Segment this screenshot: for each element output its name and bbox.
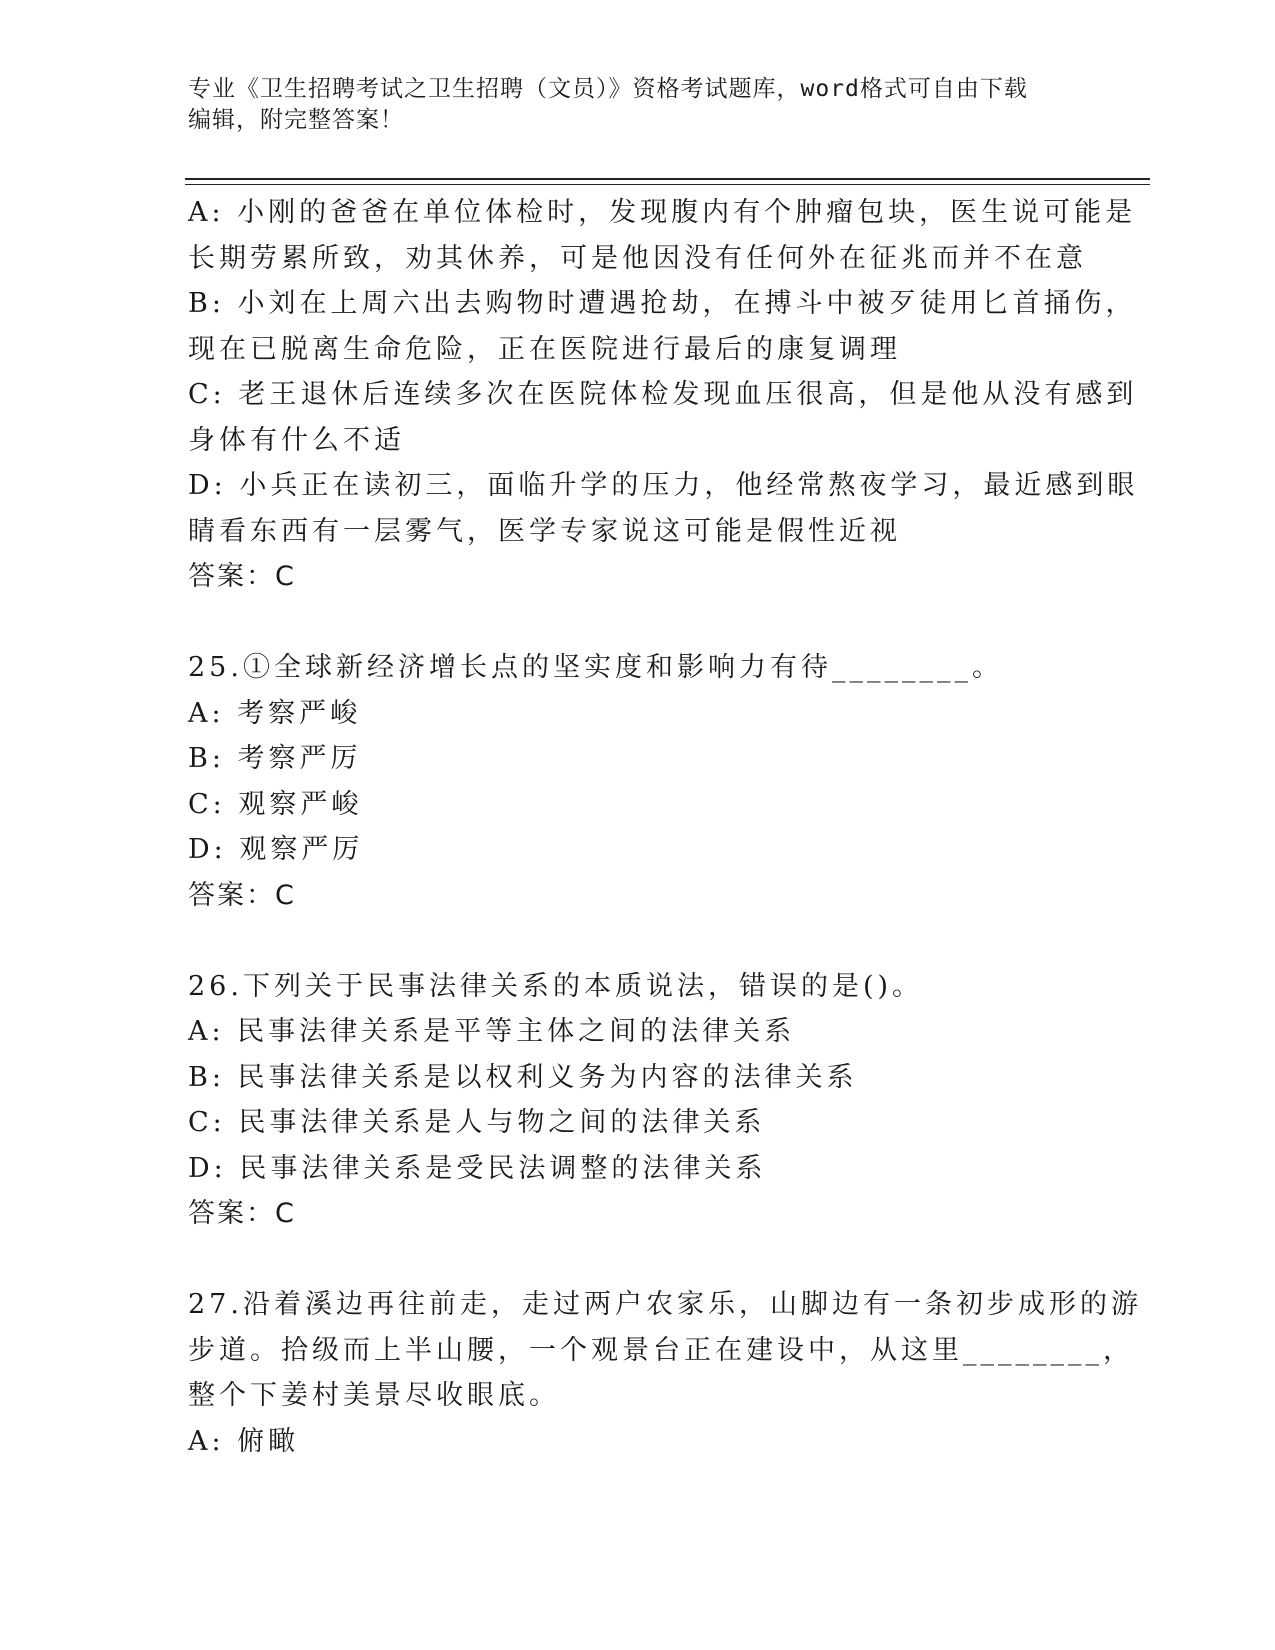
option-c: C: 观察严峻	[188, 788, 363, 820]
spacer	[188, 918, 1088, 964]
option-a: A: 民事法律关系是平等主体之间的法律关系	[188, 1016, 796, 1047]
option-d-line-1: D: 小兵正在读初三，面临升学的压力，他经常熬夜学习，最近感到眼	[188, 470, 1139, 501]
option-d-line-2: 睛看东西有一层雾气，医学专家说这可能是假性近视	[188, 515, 901, 547]
option-c-line-1: C: 老王退休后连续多次在医院体检发现血压很高，但是他从没有感到	[188, 379, 1138, 410]
spacer	[188, 600, 1088, 646]
question-text: 26.下列关于民事法律关系的本质说法，错误的是()。	[188, 970, 924, 1002]
option-b-line-2: 现在已脱离生命危险，正在医院进行最后的康复调理	[188, 333, 901, 365]
answer: 答案：C	[188, 1198, 296, 1229]
option-b: B: 考察严厉	[188, 743, 362, 774]
option-c-line-2: 身体有什么不适	[188, 424, 405, 456]
header-divider-thin	[185, 184, 1150, 185]
option-d: D: 民事法律关系是受民法调整的法律关系	[188, 1152, 767, 1184]
header-title-line-2: 编辑，附完整答案！	[188, 107, 404, 133]
header-title-line-1: 专业《卫生招聘考试之卫生招聘（文员）》资格考试题库，word格式可自由下载	[188, 76, 1028, 102]
option-b-line-1: B: 小刘在上周六出去购物时遭遇抢劫，在搏斗中被歹徒用匕首捅伤，	[188, 288, 1137, 319]
option-a-line-1: A: 小刚的爸爸在单位体检时，发现腹内有个肿瘤包块，医生说可能是	[188, 197, 1137, 228]
option-b: B: 民事法律关系是以权利义务为内容的法律关系	[188, 1061, 858, 1093]
option-d: D: 观察严厉	[188, 834, 364, 865]
option-a-line-2: 长期劳累所致，劝其休养，可是他因没有任何外在征兆而并不在意	[188, 242, 1087, 274]
question-24	[188, 190, 1139, 600]
spacer	[188, 1237, 1088, 1283]
question-27	[188, 1282, 1142, 1464]
question-text-line-1: 27.沿着溪边再往前走，走过两户农家乐，山脚边有一条初步成形的游	[188, 1289, 1142, 1320]
answer: 答案：C	[188, 561, 296, 592]
header-divider-thick	[185, 178, 1150, 180]
option-c: C: 民事法律关系是人与物之间的法律关系	[188, 1107, 766, 1138]
question-25	[188, 645, 1088, 918]
answer: 答案：C	[188, 879, 296, 911]
question-text-line-2: 步道。拾级而上半山腰，一个观景台正在建设中，从这里________，	[188, 1334, 1134, 1366]
option-a: A: 俯瞰	[188, 1425, 300, 1457]
document-header	[188, 74, 1088, 136]
question-list	[188, 190, 1142, 1464]
question-26	[188, 964, 1088, 1237]
question-text-line-3: 整个下姜村美景尽收眼底。	[188, 1380, 560, 1411]
question-text: 25.①全球新经济增长点的坚实度和影响力有待________。	[188, 652, 1003, 683]
option-a: A: 考察严峻	[188, 697, 362, 729]
